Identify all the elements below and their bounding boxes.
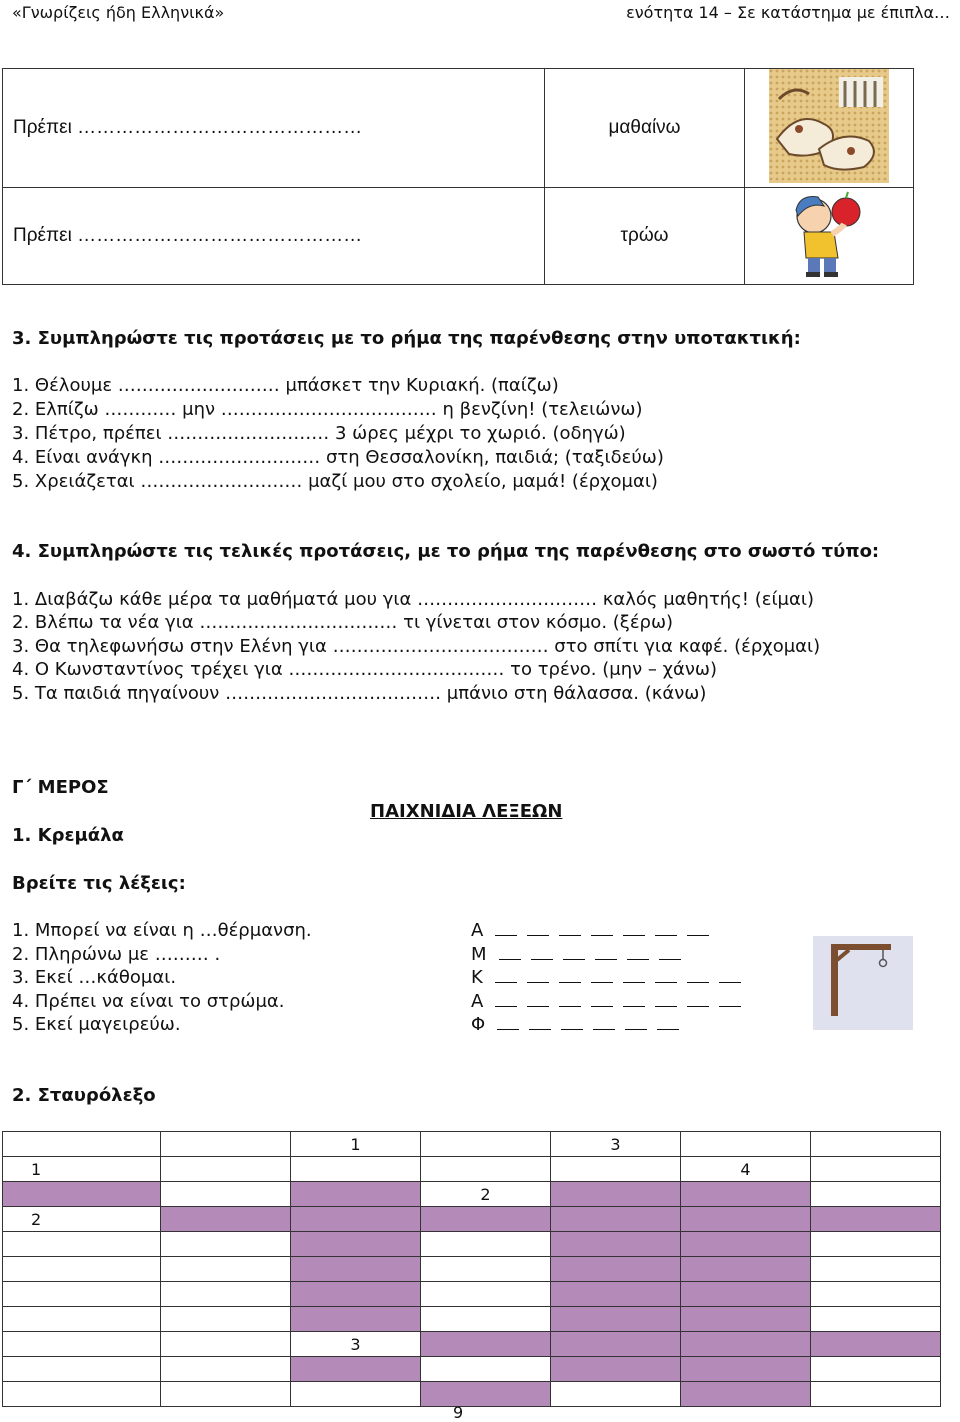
crossword-cell bbox=[3, 1332, 161, 1357]
letter-blank[interactable] bbox=[527, 1005, 549, 1007]
hangman-answer-row bbox=[471, 920, 719, 941]
crossword-cell[interactable] bbox=[291, 1207, 421, 1232]
crossword-cell bbox=[811, 1157, 941, 1182]
letter-blank[interactable] bbox=[559, 934, 581, 936]
crossword-cell bbox=[811, 1132, 941, 1157]
hangman-clue: 2. Πληρώνω με ……… . bbox=[12, 944, 221, 965]
crossword-cell[interactable] bbox=[811, 1332, 941, 1357]
letter-blank[interactable] bbox=[623, 981, 645, 983]
exercise-3-title: 3. Συμπληρώστε τις προτάσεις με το ρήμα της παρένθεσης στην υποτακτική: bbox=[12, 328, 801, 349]
crossword-cell[interactable] bbox=[681, 1182, 811, 1207]
letter-blank[interactable] bbox=[495, 934, 517, 936]
letter-blank[interactable] bbox=[559, 1005, 581, 1007]
letter-blank[interactable] bbox=[655, 1005, 677, 1007]
letter-blank[interactable] bbox=[623, 934, 645, 936]
crossword-cell bbox=[161, 1307, 291, 1332]
letter-blank[interactable] bbox=[719, 981, 741, 983]
hangman-first-letter: Κ bbox=[471, 967, 483, 988]
exercise-3-item: 4. Είναι ανάγκη ……………………… στη Θεσσαλονίκη, παιδιά; (ταξιδεύω) bbox=[12, 447, 664, 468]
top-row-verb: μαθαίνω bbox=[545, 69, 745, 188]
exercise-4-item: 1. Διαβάζω κάθε μέρα τα μαθήματά μου για ………………………… καλός μαθητής! (είμαι) bbox=[12, 589, 814, 610]
crossword-cell bbox=[291, 1157, 421, 1182]
top-table bbox=[2, 68, 914, 285]
crossword-cell bbox=[161, 1332, 291, 1357]
letter-blank[interactable] bbox=[595, 958, 617, 960]
header-right: ενότητα 14 – Σε κατάστημα με έπιπλα… bbox=[626, 3, 950, 22]
crossword-cell bbox=[3, 1132, 161, 1157]
crossword-cell[interactable] bbox=[291, 1232, 421, 1257]
letter-blank[interactable] bbox=[623, 1005, 645, 1007]
letter-blank[interactable] bbox=[499, 958, 521, 960]
crossword-cell bbox=[421, 1357, 551, 1382]
crossword-cell[interactable] bbox=[681, 1382, 811, 1407]
find-words-label: Βρείτε τις λέξεις: bbox=[12, 873, 186, 894]
crossword-cell bbox=[161, 1232, 291, 1257]
letter-blank[interactable] bbox=[625, 1028, 647, 1030]
part-c-title: Γ΄ ΜΕΡΟΣ bbox=[12, 777, 109, 798]
crossword-cell[interactable] bbox=[551, 1282, 681, 1307]
crossword-cell[interactable] bbox=[551, 1207, 681, 1232]
crossword-cell[interactable] bbox=[291, 1307, 421, 1332]
crossword-cell: 3 bbox=[551, 1132, 681, 1157]
letter-blank[interactable] bbox=[687, 981, 709, 983]
exercise-4-item: 5. Τα παιδιά πηγαίνουν ……………………………… μπάνιο στη θάλασσα. (κάνω) bbox=[12, 683, 707, 704]
letter-blank[interactable] bbox=[529, 1028, 551, 1030]
crossword-cell[interactable] bbox=[421, 1332, 551, 1357]
crossword-cell[interactable] bbox=[291, 1357, 421, 1382]
crossword-cell: 4 bbox=[681, 1157, 811, 1182]
crossword-cell bbox=[551, 1157, 681, 1182]
crossword-cell bbox=[811, 1282, 941, 1307]
crossword-cell bbox=[161, 1282, 291, 1307]
crossword-cell bbox=[421, 1307, 551, 1332]
letter-blank[interactable] bbox=[497, 1028, 519, 1030]
crossword-cell[interactable] bbox=[161, 1207, 291, 1232]
crossword-cell[interactable] bbox=[681, 1332, 811, 1357]
gallows-image bbox=[813, 936, 913, 1030]
crossword-cell bbox=[3, 1257, 161, 1282]
exercise-4-item: 4. Ο Κωνσταντίνος τρέχει για ……………………………… το τρένο. (μην – χάνω) bbox=[12, 659, 718, 680]
top-row-sentence: Πρέπει ……………………………………… bbox=[3, 69, 545, 188]
hangman-clue: 1. Μπορεί να είναι η …θέρμανση. bbox=[12, 920, 312, 941]
boy-eating-apple-image bbox=[784, 188, 874, 280]
letter-blank[interactable] bbox=[657, 1028, 679, 1030]
hangman-first-letter: Α bbox=[471, 920, 484, 941]
crossword-cell[interactable] bbox=[421, 1207, 551, 1232]
crossword-cell bbox=[161, 1132, 291, 1157]
page-number: 9 bbox=[453, 1403, 464, 1422]
letter-blank[interactable] bbox=[495, 1005, 517, 1007]
letter-blank[interactable] bbox=[563, 958, 585, 960]
letter-blank[interactable] bbox=[655, 981, 677, 983]
crossword-cell bbox=[161, 1182, 291, 1207]
greek-mosaic-image bbox=[769, 69, 889, 183]
letter-blank[interactable] bbox=[687, 1005, 709, 1007]
crossword-cell bbox=[811, 1357, 941, 1382]
boy-image-cell bbox=[745, 188, 914, 285]
crossword-cell bbox=[681, 1132, 811, 1157]
top-row-verb: τρώω bbox=[545, 188, 745, 285]
exercise-3-item: 2. Ελπίζω ………… μην ……………………………… η βενζίνη! (τελειώνω) bbox=[12, 399, 643, 420]
word-games-title: ΠΑΙΧΝΙΔΙΑ ΛΕΞΕΩΝ bbox=[370, 801, 563, 822]
hangman-clue: 5. Εκεί μαγειρεύω. bbox=[12, 1014, 181, 1035]
crossword-cell: 3 bbox=[291, 1332, 421, 1357]
hangman-blanks[interactable] bbox=[495, 920, 719, 941]
crossword-title: 2. Σταυρόλεξο bbox=[12, 1085, 156, 1106]
crossword-cell bbox=[811, 1182, 941, 1207]
crossword-cell[interactable] bbox=[681, 1307, 811, 1332]
crossword-cell bbox=[421, 1257, 551, 1282]
hangman-answer-row bbox=[471, 991, 751, 1012]
exercise-3-item: 3. Πέτρο, πρέπει ……………………… 3 ώρες μέχρι το χωριό. (οδηγώ) bbox=[12, 423, 626, 444]
crossword-cell[interactable] bbox=[551, 1232, 681, 1257]
crossword-cell bbox=[3, 1307, 161, 1332]
crossword-cell bbox=[3, 1232, 161, 1257]
crossword-cell bbox=[811, 1232, 941, 1257]
crossword-cell[interactable] bbox=[291, 1182, 421, 1207]
exercise-4-item: 2. Βλέπω τα νέα για …………………………… τι γίνεται στον κόσμο. (ξέρω) bbox=[12, 612, 674, 633]
crossword-cell bbox=[161, 1357, 291, 1382]
crossword-cell bbox=[421, 1232, 551, 1257]
crossword-cell bbox=[3, 1357, 161, 1382]
letter-blank[interactable] bbox=[527, 981, 549, 983]
hangman-first-letter: Α bbox=[471, 991, 484, 1012]
crossword-cell[interactable] bbox=[551, 1332, 681, 1357]
exercise-3-item: 1. Θέλουμε ……………………… μπάσκετ την Κυριακή. (παίζω) bbox=[12, 375, 559, 396]
crossword-cell[interactable] bbox=[681, 1257, 811, 1282]
letter-blank[interactable] bbox=[659, 958, 681, 960]
crossword-cell bbox=[551, 1382, 681, 1407]
letter-blank[interactable] bbox=[531, 958, 553, 960]
letter-blank[interactable] bbox=[495, 981, 517, 983]
crossword-grid bbox=[2, 1131, 941, 1407]
crossword-cell[interactable] bbox=[681, 1207, 811, 1232]
letter-blank[interactable] bbox=[593, 1028, 615, 1030]
hangman-answer-row bbox=[471, 1014, 689, 1035]
crossword-cell bbox=[161, 1157, 291, 1182]
crossword-cell[interactable] bbox=[3, 1182, 161, 1207]
letter-blank[interactable] bbox=[719, 1005, 741, 1007]
crossword-cell: 1 bbox=[3, 1157, 161, 1182]
crossword-cell bbox=[3, 1382, 161, 1407]
mosaic-image-cell bbox=[745, 69, 914, 188]
crossword-cell bbox=[291, 1382, 421, 1407]
crossword-cell[interactable] bbox=[681, 1232, 811, 1257]
letter-blank[interactable] bbox=[627, 958, 649, 960]
hangman-first-letter: Φ bbox=[471, 1014, 486, 1035]
hangman-first-letter: Μ bbox=[471, 944, 487, 965]
crossword-cell bbox=[811, 1382, 941, 1407]
exercise-4-title: 4. Συμπληρώστε τις τελικές προτάσεις, με το ρήμα της παρένθεσης στο σωστό τύπο: bbox=[12, 541, 880, 562]
crossword-cell bbox=[161, 1382, 291, 1407]
crossword-cell bbox=[811, 1257, 941, 1282]
crossword-cell bbox=[421, 1132, 551, 1157]
crossword-cell: 2 bbox=[3, 1207, 161, 1232]
crossword-cell[interactable] bbox=[551, 1257, 681, 1282]
crossword-cell[interactable] bbox=[681, 1357, 811, 1382]
letter-blank[interactable] bbox=[591, 981, 613, 983]
header-left: «Γνωρίζεις ήδη Ελληνικά» bbox=[12, 3, 225, 22]
crossword-cell[interactable] bbox=[681, 1282, 811, 1307]
letter-blank[interactable] bbox=[561, 1028, 583, 1030]
crossword-cell: 2 bbox=[421, 1182, 551, 1207]
crossword-cell bbox=[421, 1157, 551, 1182]
exercise-3-item: 5. Χρειάζεται ……………………… μαζί μου στο σχολείο, μαμά! (έρχομαι) bbox=[12, 471, 658, 492]
hangman-answer-row bbox=[471, 967, 751, 988]
letter-blank[interactable] bbox=[527, 934, 549, 936]
crossword-cell[interactable] bbox=[551, 1357, 681, 1382]
crossword-cell bbox=[161, 1257, 291, 1282]
letter-blank[interactable] bbox=[687, 934, 709, 936]
crossword-cell[interactable] bbox=[291, 1257, 421, 1282]
letter-blank[interactable] bbox=[591, 934, 613, 936]
crossword-cell: 1 bbox=[291, 1132, 421, 1157]
crossword-cell[interactable] bbox=[551, 1182, 681, 1207]
hangman-answer-row bbox=[471, 944, 691, 965]
hangman-clue: 4. Πρέπει να είναι το στρώμα. bbox=[12, 991, 285, 1012]
hangman-blanks[interactable] bbox=[497, 1014, 689, 1035]
top-row-sentence: Πρέπει ……………………………………… bbox=[3, 188, 545, 285]
hangman-blanks[interactable] bbox=[495, 967, 751, 988]
crossword-cell[interactable] bbox=[291, 1282, 421, 1307]
hangman-blanks[interactable] bbox=[495, 991, 751, 1012]
letter-blank[interactable] bbox=[591, 1005, 613, 1007]
letter-blank[interactable] bbox=[559, 981, 581, 983]
crossword-cell bbox=[811, 1307, 941, 1332]
crossword-cell bbox=[3, 1282, 161, 1307]
crossword-cell bbox=[421, 1282, 551, 1307]
hangman-title: 1. Κρεμάλα bbox=[12, 825, 124, 846]
letter-blank[interactable] bbox=[655, 934, 677, 936]
exercise-4-item: 3. Θα τηλεφωνήσω στην Ελένη για ……………………………… στο σπίτι για καφέ. (έρχομαι) bbox=[12, 636, 821, 657]
hangman-blanks[interactable] bbox=[499, 944, 691, 965]
crossword-cell[interactable] bbox=[421, 1382, 551, 1407]
crossword-cell[interactable] bbox=[551, 1307, 681, 1332]
crossword-cell[interactable] bbox=[811, 1207, 941, 1232]
hangman-clue: 3. Εκεί …κάθομαι. bbox=[12, 967, 177, 988]
